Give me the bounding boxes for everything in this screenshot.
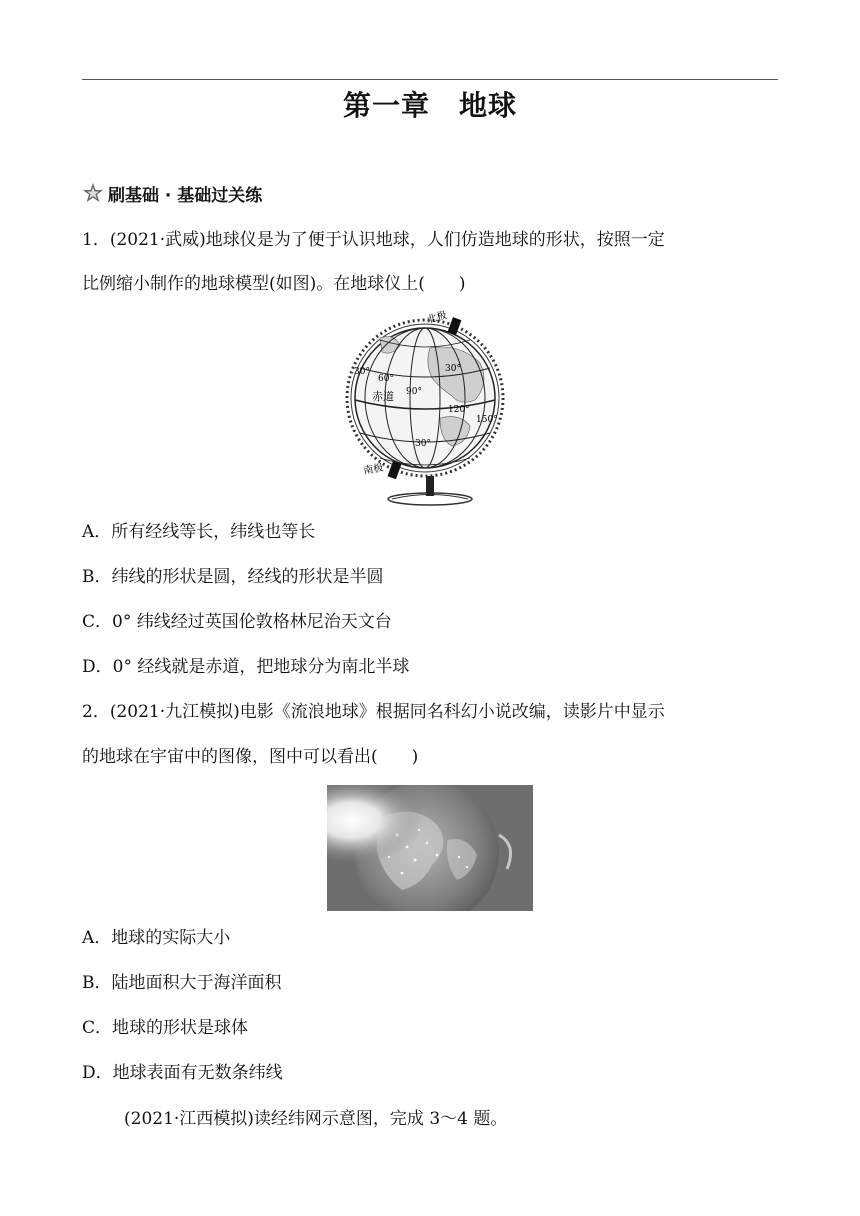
chapter-title: 第一章 地球 — [342, 89, 517, 122]
equator-label: 赤道 — [372, 390, 394, 403]
lon-120-label: 120° — [448, 405, 470, 415]
q2-option-c: C．地球的形状是球体 — [82, 1018, 249, 1038]
q2-stem-line1: 2．(2021·九江模拟)电影《流浪地球》根据同名科幻小说改编，读影片中显示 — [82, 702, 665, 722]
south-pole-label: 南极 — [362, 462, 385, 477]
north-pole-label: 北极 — [425, 310, 449, 326]
q2-option-a: A．地球的实际大小 — [82, 928, 231, 948]
earth-space-image — [327, 785, 533, 911]
q1-option-a: A．所有经线等长，纬线也等长 — [82, 522, 316, 542]
q1-stem-line1: 1．(2021·武威)地球仪是为了便于认识地球，人们仿造地球的形状，按照一定 — [82, 230, 665, 250]
q2-option-b: B．陆地面积大于海洋面积 — [82, 973, 282, 993]
q2-stem-line2: 的地球在宇宙中的图像，图中可以看出( ) — [82, 747, 419, 767]
globe-figure — [340, 308, 510, 508]
q2-option-d: D．地球表面有无数条纬线 — [82, 1063, 283, 1083]
section-heading — [82, 180, 262, 206]
lat-30s-label: 30° — [415, 439, 431, 449]
lat-30n-left-label: 30° — [354, 367, 370, 377]
lat-30n-right-label: 30° — [445, 364, 461, 374]
lon-90-label: 90° — [406, 387, 422, 397]
lon-150-label: 150° — [476, 415, 498, 425]
q3-4-intro: (2021·江西模拟)读经纬网示意图，完成 3～4 题。 — [124, 1109, 508, 1129]
section-label: 刷基础 · 基础过关练 — [108, 185, 263, 206]
q1-option-d: D．0° 经线就是赤道，把地球分为南北半球 — [82, 657, 410, 677]
star-icon — [82, 182, 104, 204]
header-rule — [82, 79, 778, 80]
q1-option-c: C．0° 纬线经过英国伦敦格林尼治天文台 — [82, 612, 392, 632]
q1-stem-line2: 比例缩小制作的地球模型(如图)。在地球仪上( ) — [82, 274, 466, 294]
lon-60-label: 60° — [378, 374, 394, 384]
q1-option-b: B．纬线的形状是圆，经线的形状是半圆 — [82, 567, 384, 587]
